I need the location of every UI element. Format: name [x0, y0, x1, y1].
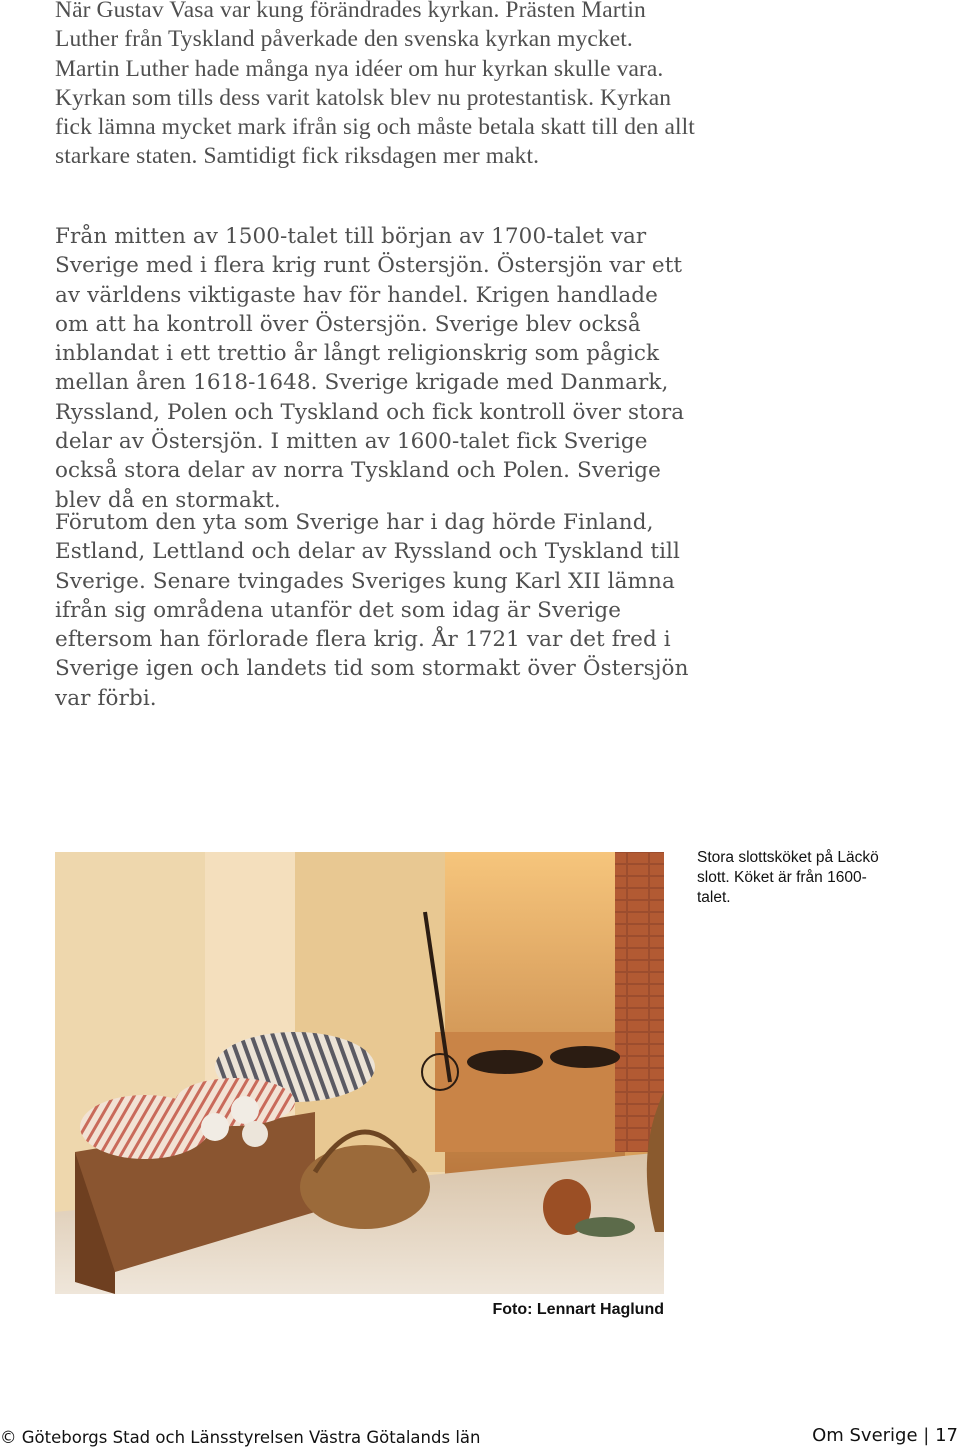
- page-number: 17: [935, 1425, 958, 1446]
- body-paragraph-2: Från mitten av 1500-talet till början av 1700-talet var Sverige med i flera krig runt Östersjön. Östersjön var ett av världens viktigaste hav för handel. Krigen handlade om att ha kontroll över Östersjön. Sverige blev också inblandat i ett trettio år långt religionskrig som pågick mellan åren 1618-1648. Sverige krigade med Danmark, Ryssland, Polen och Tyskland och fick kontroll över stora delar av Östersjön. I mitten av 1600-talet fick Sverige också stora delar av norra Tyskland och Polen. Sverige blev då en stormakt.: [55, 224, 685, 513]
- body-paragraph-1: När Gustav Vasa var kung förändrades kyrkan. Prästen Martin Luther från Tyskland påverkade den svenska kyrkan mycket. Martin Luther hade många nya idéer om hur kyrkan skulle vara. Kyrkan som tills dess varit katolsk blev nu protestantisk. Kyrkan fick lämna mycket mark ifrån sig och måste betala skatt till den allt starkare staten. Samtidigt fick riksdagen mer makt.: [55, 0, 695, 170]
- footer-copyright: © Göteborgs Stad och Länsstyrelsen Västra Götalands län: [0, 1428, 481, 1447]
- footer-separator: |: [923, 1425, 930, 1446]
- footer-section: Om Sverige: [812, 1425, 918, 1446]
- kitchen-photo: [55, 852, 664, 1294]
- photo-caption: Stora slottsköket på Läckö slott. Köket är från 1600-talet.: [697, 849, 879, 906]
- footer-page-info: [812, 1425, 958, 1446]
- photo-credit: Foto: Lennart Haglund: [492, 1301, 664, 1318]
- body-paragraph-3: Förutom den yta som Sverige har i dag hörde Finland, Estland, Lettland och delar av Ryssland och Tyskland till Sverige. Senare tvingades Sveriges kung Karl XII lämna ifrån sig områdena utanför det som idag är Sverige eftersom han förlorade flera krig. År 1721 var det fred i Sverige igen och landets tid som stormakt över Östersjön var förbi.: [55, 510, 689, 711]
